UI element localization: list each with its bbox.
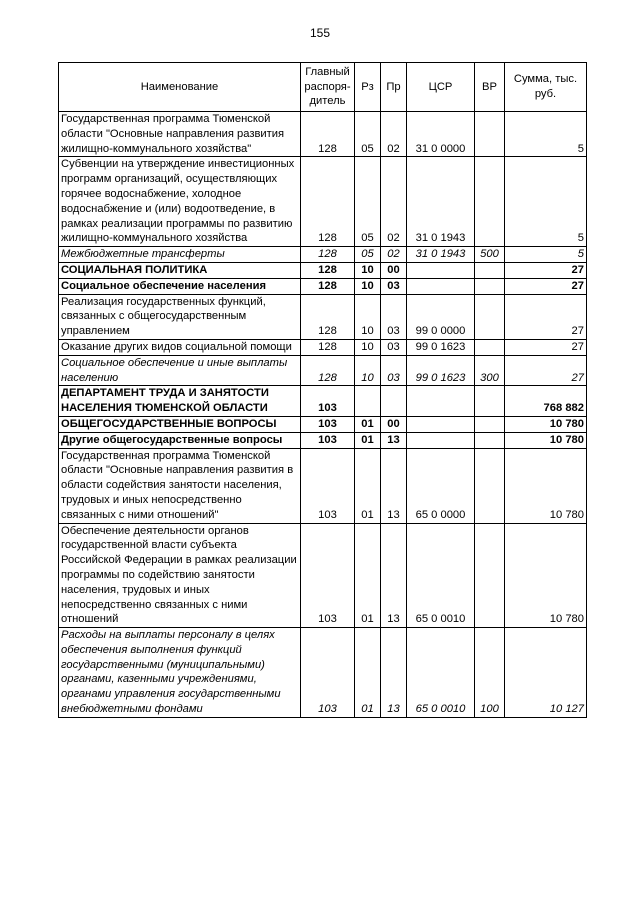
cell-name: Социальное обеспечение населения [59,278,301,294]
cell-admin: 103 [301,523,355,628]
table-row [59,112,587,157]
header-admin: Главный распоря-дитель [301,63,355,112]
cell-csr: 65 0 0010 [407,523,475,628]
header-pr: Пр [381,63,407,112]
cell-csr: 31 0 1943 [407,247,475,263]
cell-rz: 05 [355,157,381,247]
cell-pr: 13 [381,628,407,718]
cell-pr: 02 [381,157,407,247]
cell-csr [407,386,475,417]
table-body [59,112,587,718]
cell-pr: 03 [381,294,407,339]
cell-rz [355,386,381,417]
cell-pr: 02 [381,112,407,157]
cell-sum: 10 780 [505,416,587,432]
cell-vr [475,386,505,417]
cell-name: Государственная программа Тюменской области "Основные направления развития жилищно-коммунального хозяйства" [59,112,301,157]
cell-admin: 103 [301,448,355,523]
cell-admin: 128 [301,157,355,247]
table-row [59,247,587,263]
header-name: Наименование [59,63,301,112]
cell-csr [407,262,475,278]
cell-sum: 768 882 [505,386,587,417]
cell-admin: 128 [301,355,355,386]
cell-sum: 27 [505,339,587,355]
cell-vr [475,294,505,339]
budget-table [58,62,587,718]
cell-vr [475,339,505,355]
cell-name: Другие общегосударственные вопросы [59,432,301,448]
cell-rz: 10 [355,278,381,294]
cell-name: ДЕПАРТАМЕНТ ТРУДА И ЗАНЯТОСТИ НАСЕЛЕНИЯ ТЮМЕНСКОЙ ОБЛАСТИ [59,386,301,417]
cell-pr: 03 [381,278,407,294]
table-row [59,355,587,386]
cell-sum: 27 [505,278,587,294]
cell-vr [475,432,505,448]
cell-sum: 10 780 [505,523,587,628]
cell-vr [475,278,505,294]
table-row [59,294,587,339]
cell-sum: 27 [505,294,587,339]
cell-admin: 128 [301,294,355,339]
table-row [59,339,587,355]
cell-rz: 01 [355,448,381,523]
cell-sum: 5 [505,247,587,263]
cell-csr: 31 0 1943 [407,157,475,247]
cell-sum: 27 [505,355,587,386]
cell-sum: 5 [505,157,587,247]
table-row [59,523,587,628]
cell-csr: 31 0 0000 [407,112,475,157]
header-sum: Сумма, тыс. руб. [505,63,587,112]
cell-name: Оказание других видов социальной помощи [59,339,301,355]
table-row [59,262,587,278]
table-row [59,278,587,294]
cell-sum: 10 127 [505,628,587,718]
cell-pr: 00 [381,416,407,432]
cell-admin: 128 [301,247,355,263]
cell-rz: 01 [355,523,381,628]
table-row [59,386,587,417]
header-rz: Рз [355,63,381,112]
cell-rz: 10 [355,339,381,355]
cell-pr: 13 [381,432,407,448]
cell-vr [475,262,505,278]
cell-name: Государственная программа Тюменской области "Основные направления развития в области содействия занятости населения, трудовых и иных непосредственно связанных с ними отношений" [59,448,301,523]
cell-rz: 01 [355,432,381,448]
table-row [59,628,587,718]
table-header-row [59,63,587,112]
cell-name: ОБЩЕГОСУДАРСТВЕННЫЕ ВОПРОСЫ [59,416,301,432]
cell-rz: 05 [355,247,381,263]
cell-vr: 500 [475,247,505,263]
cell-csr: 99 0 1623 [407,339,475,355]
cell-name: Межбюджетные трансферты [59,247,301,263]
cell-admin: 103 [301,628,355,718]
cell-pr: 02 [381,247,407,263]
cell-admin: 103 [301,416,355,432]
cell-vr: 300 [475,355,505,386]
cell-admin: 128 [301,262,355,278]
header-csr: ЦСР [407,63,475,112]
cell-pr: 03 [381,355,407,386]
cell-csr [407,416,475,432]
page-number: 155 [309,26,331,40]
cell-name: СОЦИАЛЬНАЯ ПОЛИТИКА [59,262,301,278]
cell-vr [475,416,505,432]
cell-pr: 03 [381,339,407,355]
header-vr: ВР [475,63,505,112]
cell-name: Социальное обеспечение и иные выплаты населению [59,355,301,386]
cell-name: Реализация государственных функций, связанных с общегосударственным управлением [59,294,301,339]
cell-vr [475,523,505,628]
table-row [59,416,587,432]
cell-admin: 128 [301,112,355,157]
cell-sum: 10 780 [505,432,587,448]
cell-rz: 10 [355,355,381,386]
cell-csr: 99 0 0000 [407,294,475,339]
cell-name: Субвенции на утверждение инвестиционных программ организаций, осуществляющих горячее водоснабжение, холодное водоснабжение и (или) водоотведение, в рамках реализации программы по развитию жилищно-коммунального хозяйства [59,157,301,247]
cell-pr: 00 [381,262,407,278]
cell-pr [381,386,407,417]
cell-vr [475,448,505,523]
cell-csr [407,432,475,448]
cell-vr: 100 [475,628,505,718]
table-row [59,432,587,448]
cell-sum: 10 780 [505,448,587,523]
cell-rz: 10 [355,294,381,339]
cell-admin: 128 [301,278,355,294]
cell-sum: 5 [505,112,587,157]
cell-sum: 27 [505,262,587,278]
cell-admin: 103 [301,386,355,417]
cell-csr: 65 0 0010 [407,628,475,718]
cell-rz: 01 [355,416,381,432]
cell-vr [475,157,505,247]
table-row [59,157,587,247]
cell-admin: 128 [301,339,355,355]
cell-vr [475,112,505,157]
cell-csr: 65 0 0000 [407,448,475,523]
cell-rz: 10 [355,262,381,278]
cell-pr: 13 [381,523,407,628]
cell-name: Обеспечение деятельности органов государственной власти субъекта Российской Федерации в рамках реализации программы по содействию занятости населения, трудовых и иных непосредственно связанных с ними отношений [59,523,301,628]
table-row [59,448,587,523]
cell-admin: 103 [301,432,355,448]
cell-rz: 01 [355,628,381,718]
cell-rz: 05 [355,112,381,157]
cell-pr: 13 [381,448,407,523]
cell-csr: 99 0 1623 [407,355,475,386]
cell-name: Расходы на выплаты персоналу в целях обеспечения выполнения функций государственными (муниципальными) органами, казенными учреждениями, органами управления государственными внебюджетными фондами [59,628,301,718]
cell-csr [407,278,475,294]
